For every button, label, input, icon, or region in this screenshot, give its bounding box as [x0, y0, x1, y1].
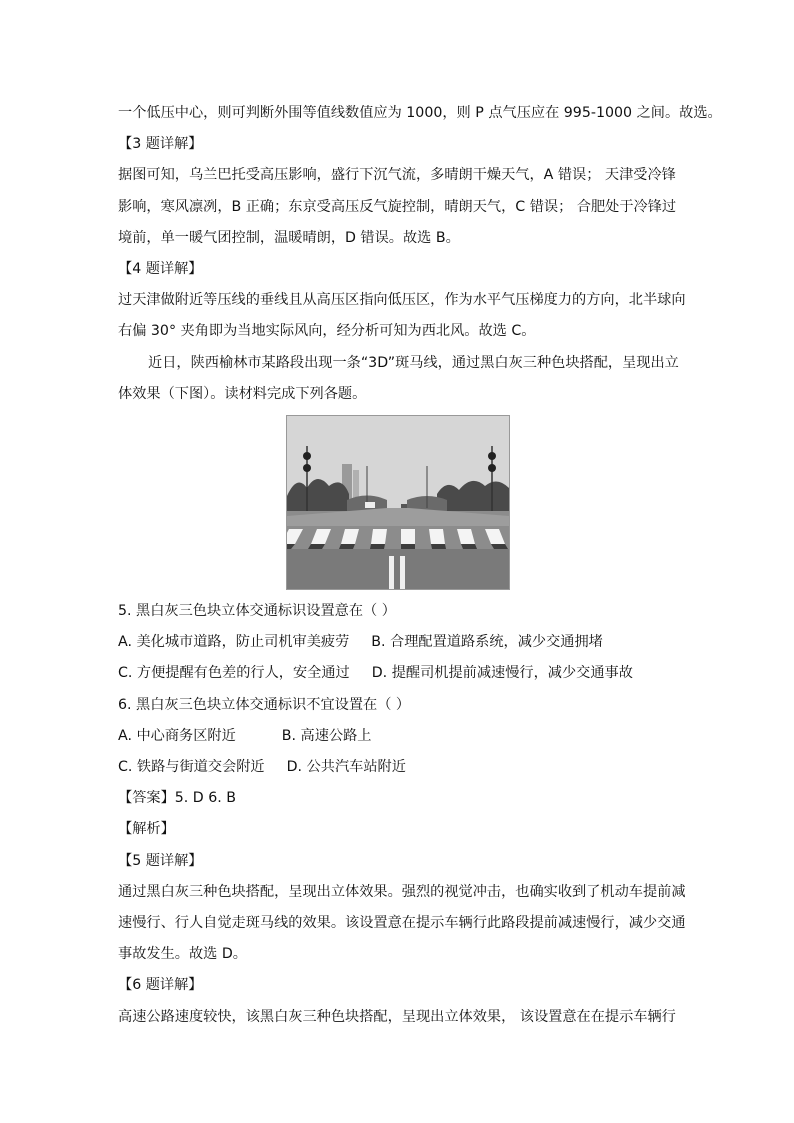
section-heading: 【5 题详解】	[118, 853, 203, 869]
option-c: C. 铁路与街道交会附近	[118, 759, 265, 775]
analysis-heading: 【解析】	[118, 821, 175, 837]
question-6-options-ab	[118, 726, 372, 746]
option-c: C. 方便提醒有色差的行人，安全通过	[118, 665, 350, 681]
option-b: B. 合理配置道路系统，减少交通拥堵	[371, 634, 603, 650]
option-d: D. 公共汽车站附近	[286, 759, 406, 775]
paragraph-line: 一个低压中心，则可判断外围等值线数值应为 1000，则 P 点气压应在 995-1000 之间。故选。	[118, 105, 722, 121]
paragraph-line: 影响，寒风凛冽，B 正确；东京受高压反气旋控制，晴朗天气，C 错误； 合肥处于冷锋过	[118, 199, 677, 215]
paragraph-line: 过天津做附近等压线的垂线且从高压区指向低压区，作为水平气压梯度力的方向，北半球向	[118, 292, 686, 308]
answer-line: 【答案】5. D 6. B	[118, 790, 237, 806]
paragraph-line: 高速公路速度较快，该黑白灰三种色块搭配，呈现出立体效果， 该设置意在在提示车辆行	[118, 1009, 676, 1025]
question-5-options-cd	[118, 663, 633, 683]
question-6: 6. 黑白灰三色块立体交通标识不宜设置在（ ）	[118, 697, 411, 713]
option-d: D. 提醒司机提前减速慢行，减少交通事故	[371, 665, 633, 681]
question-6-options-cd	[118, 757, 406, 777]
option-b: B. 高速公路上	[281, 728, 372, 744]
paragraph-line: 近日，陕西榆林市某路段出现一条“3D”斑马线，通过黑白灰三种色块搭配，呈现出立	[148, 355, 679, 371]
paragraph-line: 体效果（下图）。读材料完成下列各题。	[118, 386, 367, 402]
option-a: A. 中心商务区附近	[118, 728, 236, 744]
paragraph-line: 右偏 30° 夹角即为当地实际风向，经分析可知为西北风。故选 C。	[118, 323, 536, 339]
option-a: A. 美化城市道路，防止司机审美疲劳	[118, 634, 350, 650]
section-heading: 【3 题详解】	[118, 136, 203, 152]
paragraph-line: 通过黑白灰三种色块搭配，呈现出立体效果。强烈的视觉冲击，也确实收到了机动车提前减	[118, 884, 686, 900]
zebra-crossing-photo	[286, 415, 510, 590]
question-5: 5. 黑白灰三色块立体交通标识设置意在（ ）	[118, 603, 396, 619]
paragraph-line: 速慢行、行人自觉走斑马线的效果。该设置意在提示车辆行此路段提前减速慢行，减少交通	[118, 915, 686, 931]
paragraph-line: 事故发生。故选 D。	[118, 946, 247, 962]
paragraph-line: 境前，单一暖气团控制，温暖晴朗，D 错误。故选 B。	[118, 230, 460, 246]
section-heading: 【6 题详解】	[118, 977, 203, 993]
paragraph-line: 据图可知，乌兰巴托受高压影响，盛行下沉气流，多晴朗干燥天气，A 错误； 天津受冷锋	[118, 167, 676, 183]
question-5-options-ab	[118, 632, 603, 652]
section-heading: 【4 题详解】	[118, 261, 203, 277]
